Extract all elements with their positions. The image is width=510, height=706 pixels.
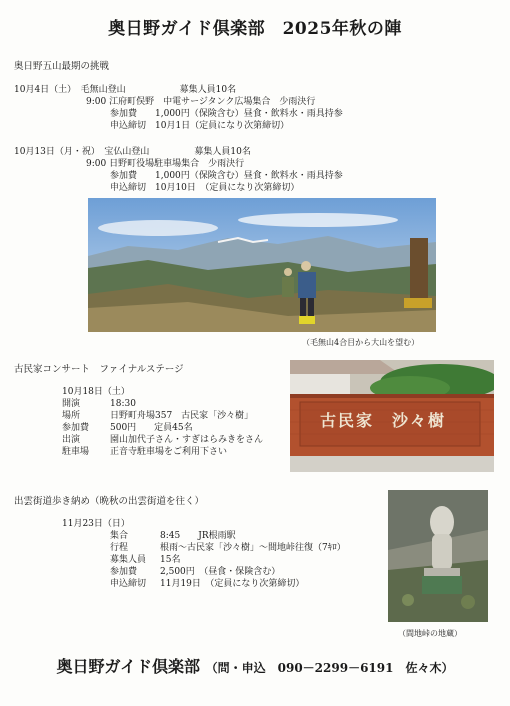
walk-value-0: 8:45 JR根雨駅: [160, 531, 236, 541]
concert-value-0: 18:30: [110, 399, 136, 409]
concert-label-4: 駐車場: [62, 447, 90, 457]
walk-value-4: 11月19日 （定員になり次第締切）: [160, 579, 305, 589]
event1-line1: 10月4日（土） 毛無山登山 募集人員10名: [14, 85, 237, 95]
walk-label-1: 行程: [110, 543, 129, 553]
concert-value-3: 園山加代子さん・すぎはらみきをさん: [110, 435, 264, 445]
section2-heading: 古民家コンサート ファイナルステージ: [14, 364, 184, 375]
event2-line4: 申込締切 10月10日 （定員になり次第締切）: [110, 183, 300, 193]
event1-line4: 申込締切 10月1日（定員になり次第締切）: [110, 121, 290, 131]
walk-value-3: 2,500円 （昼食・保険含む）: [160, 567, 281, 577]
event2-line3: 参加費 1,000円（保険含む）昼食・飲料水・雨具持参: [110, 171, 343, 181]
walk-value-1: 根雨～古民家「沙々樹」～間地峠往復（7ｷﾛ）: [160, 543, 346, 553]
sasaki-sign-photo: [290, 360, 494, 472]
jizo-photo-caption: （間地峠の地蔵）: [398, 629, 462, 638]
footer: [0, 654, 510, 677]
event1-line3: 参加費 1,000円（保険含む）昼食・飲料水・雨具持参: [110, 109, 343, 119]
footer-org: 奥日野ガイド倶楽部: [56, 657, 201, 676]
concert-label-1: 場所: [62, 411, 81, 421]
event1-line2: 9:00 江府町俣野 中電サージタンク広場集合 少雨決行: [86, 97, 316, 107]
event2-line1: 10月13日（月・祝） 宝仏山登山 募集人員10名: [14, 147, 251, 157]
walk-label-3: 参加費: [110, 567, 138, 577]
sign-text: 古民家 沙々樹: [320, 411, 447, 430]
walk-date: 11月23日（日）: [62, 519, 130, 529]
walk-value-2: 15名: [160, 555, 181, 565]
footer-contact: （問・申込 090－2299－6191 佐々木）: [205, 661, 454, 675]
concert-value-4: 正音寺駐車場をご利用下さい: [110, 447, 228, 457]
page-title: 奥日野ガイド倶楽部 2025年秋の陣: [108, 19, 402, 39]
concert-date: 10月18日（土）: [62, 387, 130, 397]
section3-heading: 出雲街道歩き納め（晩秋の出雲街道を往く）: [14, 496, 205, 507]
jizo-photo: [388, 490, 488, 622]
concert-label-0: 開演: [62, 399, 81, 409]
mountain-photo-caption: （毛無山4合目から大山を望む）: [302, 338, 420, 347]
mountain-photo: [88, 198, 436, 332]
concert-label-2: 参加費: [62, 423, 90, 433]
concert-label-3: 出演: [62, 435, 81, 445]
event2-line2: 9:00 日野町役場駐車場集合 少雨決行: [86, 159, 245, 169]
walk-label-4: 申込締切: [110, 579, 147, 589]
section1-heading: 奥日野五山最期の挑戦: [14, 61, 110, 72]
walk-label-0: 集合: [110, 531, 129, 541]
concert-value-1: 日野町舟場357 古民家「沙々樹」: [110, 411, 254, 421]
walk-label-2: 募集人員: [110, 555, 147, 565]
concert-value-2: 500円 定員45名: [110, 423, 193, 433]
